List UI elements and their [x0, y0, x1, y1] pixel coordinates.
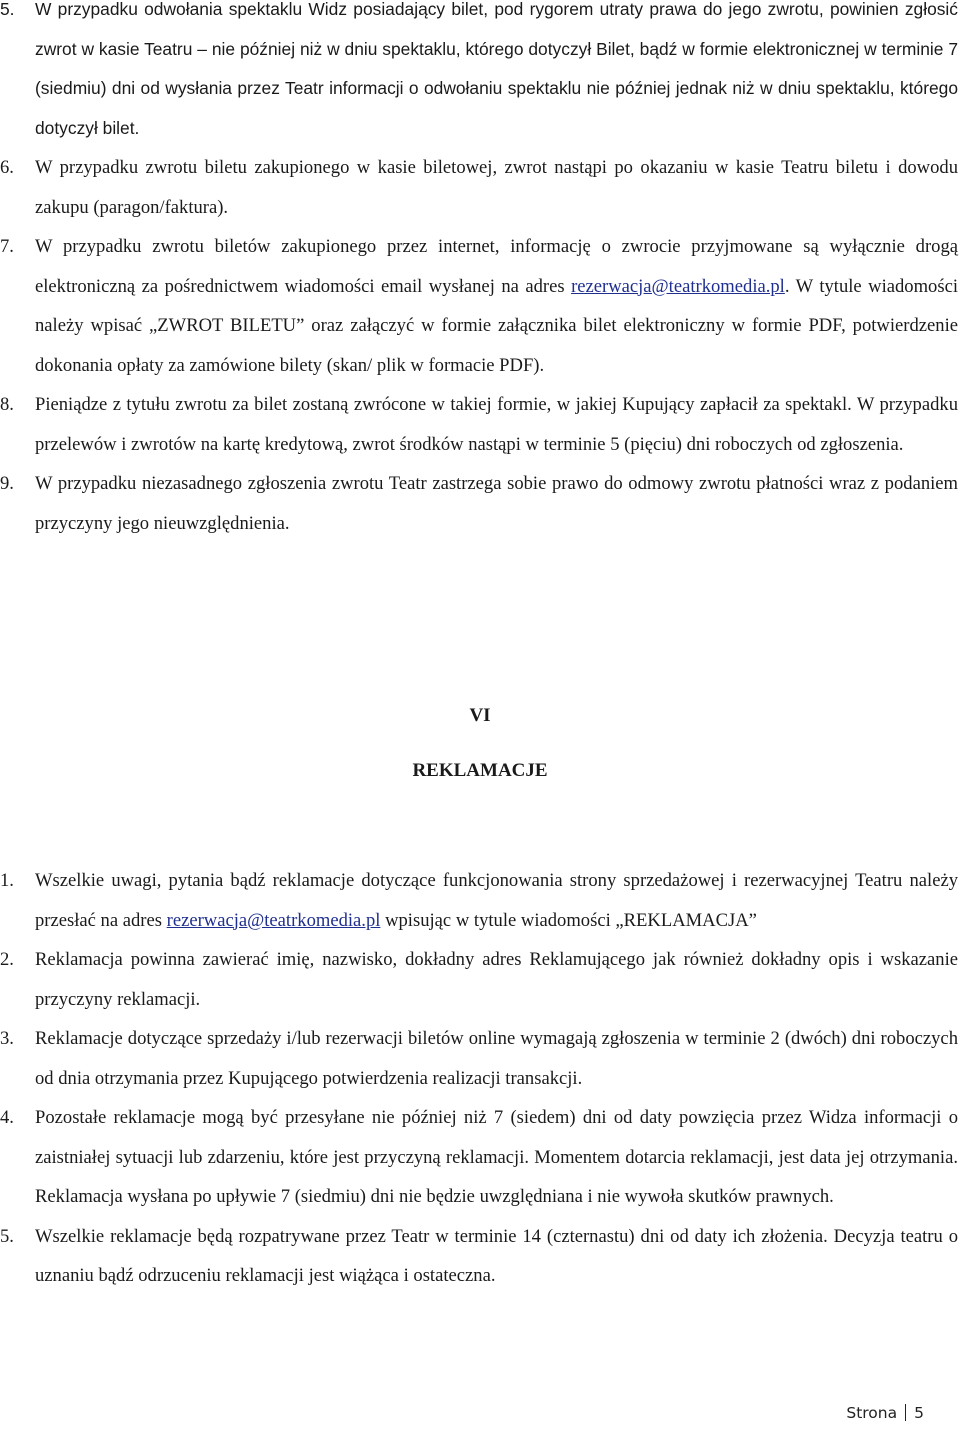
item-number: 5. [0, 0, 15, 19]
list-item [0, 1217, 960, 1296]
list-item [0, 385, 960, 464]
item-number: 8. [0, 394, 14, 415]
list-item [0, 148, 960, 227]
item-text: Pozostałe reklamacje mogą być przesyłane nie później niż 7 (siedem) dni od daty powzięcia przez Widza informacji o zaistniałej sytuacji lub zdarzeniu, które jest przyczyną reklamacji. Momentem dotarcia reklamacji, jest data jej otrzymania. Reklamacja wysłana po upływie 7 (siedmiu) dni nie będzie uwzględniana i nie wywoła skutków prawnych. [35, 1107, 958, 1207]
item-number: 9. [0, 473, 14, 494]
list-item [0, 464, 960, 543]
item-number: 1. [0, 870, 14, 891]
item-text: W przypadku odwołania spektaklu Widz posiadający bilet, pod rygorem utraty prawa do jego zwrotu, powinien zgłosić zwrot w kasie Teatru – nie później niż w dniu spektaklu, którego dotyczył Bilet, bądź w formie elektronicznej w terminie 7 (siedmiu) dni od wysłania przez Teatr informacji o odwołaniu spektaklu nie później jednak niż w dniu spektaklu, którego dotyczył bilet. [35, 0, 958, 138]
item-text: Pieniądze z tytułu zwrotu za bilet zostaną zwrócone w takiej formie, w jakiej Kupujący zapłacił za spektakl. W przypadku przelewów i zwrotów na kartę kredytową, zwrot środków nastąpi w terminie 5 (pięciu) dni roboczych od zgłoszenia. [35, 394, 958, 455]
item-text: Reklamacja powinna zawierać imię, nazwisko, dokładny adres Reklamującego jak również dokładny opis i wskazanie przyczyny reklamacji. [35, 949, 958, 1010]
item-text: Wszelkie reklamacje będą rozpatrywane przez Teatr w terminie 14 (czternastu) dni od daty ich złożenia. Decyzja teatru o uznaniu bądź odrzuceniu reklamacji jest wiążąca i ostateczna. [35, 1225, 958, 1286]
item-number: 2. [0, 949, 14, 970]
item-text: wpisując w tytule wiadomości „REKLAMACJA” [380, 909, 757, 931]
footer-label: Strona [846, 1404, 898, 1422]
item-number: 6. [0, 157, 14, 178]
list-item [0, 861, 960, 940]
item-text: Wszelkie uwagi, pytania bądź reklamacje dotyczące funkcjonowania strony sprzedażowej i rezerwacyjnej Teatru należy przesłać na adres [35, 870, 958, 931]
list-item [0, 1098, 960, 1217]
item-number: 7. [0, 236, 14, 257]
refund-list [0, 0, 960, 543]
item-text: . W tytule wiadomości należy wpisać „ZWROT BILETU” oraz załączyć w formie załącznika bilet elektroniczny w formie PDF, potwierdzenie dokonania opłaty za zamówione bilety (skan/ plik w formacie PDF). [35, 275, 959, 376]
email-link[interactable]: rezerwacja@teatrkomedia.pl [571, 275, 785, 297]
footer-divider [905, 1404, 906, 1421]
item-number: 5. [0, 1225, 14, 1247]
item-number: 3. [0, 1028, 14, 1049]
list-item [0, 1019, 960, 1098]
list-item [0, 227, 960, 385]
section-title: REKLAMACJE [412, 760, 548, 781]
item-text: W przypadku zwrotu biletów zakupionego przez internet, informację o zwrocie przyjmowane są wyłącznie drogą elektroniczną za pośrednictwem wiadomości email wysłanej na adres [35, 236, 958, 297]
email-link[interactable]: rezerwacja@teatrkomedia.pl [166, 909, 381, 931]
list-item [0, 0, 960, 148]
page-number: 5 [914, 1404, 924, 1422]
page-footer [846, 1404, 924, 1422]
list-item [0, 940, 960, 1019]
complaints-list [0, 861, 960, 1296]
item-text: W przypadku zwrotu biletu zakupionego w kasie biletowej, zwrot nastąpi po okazaniu w kasie Teatru biletu i dowodu zakupu (paragon/faktura). [35, 157, 958, 218]
section-numeral: VI [469, 705, 491, 726]
item-text: W przypadku niezasadnego zgłoszenia zwrotu Teatr zastrzega sobie prawo do odmowy zwrotu płatności wraz z podaniem przyczyny jego nieuwzględnienia. [35, 473, 958, 534]
item-number: 4. [0, 1107, 14, 1128]
item-text: Reklamacje dotyczące sprzedaży i/lub rezerwacji biletów online wymagają zgłoszenia w terminie 2 (dwóch) dni roboczych od dnia otrzymania przez Kupującego potwierdzenia realizacji transakcji. [35, 1028, 958, 1089]
